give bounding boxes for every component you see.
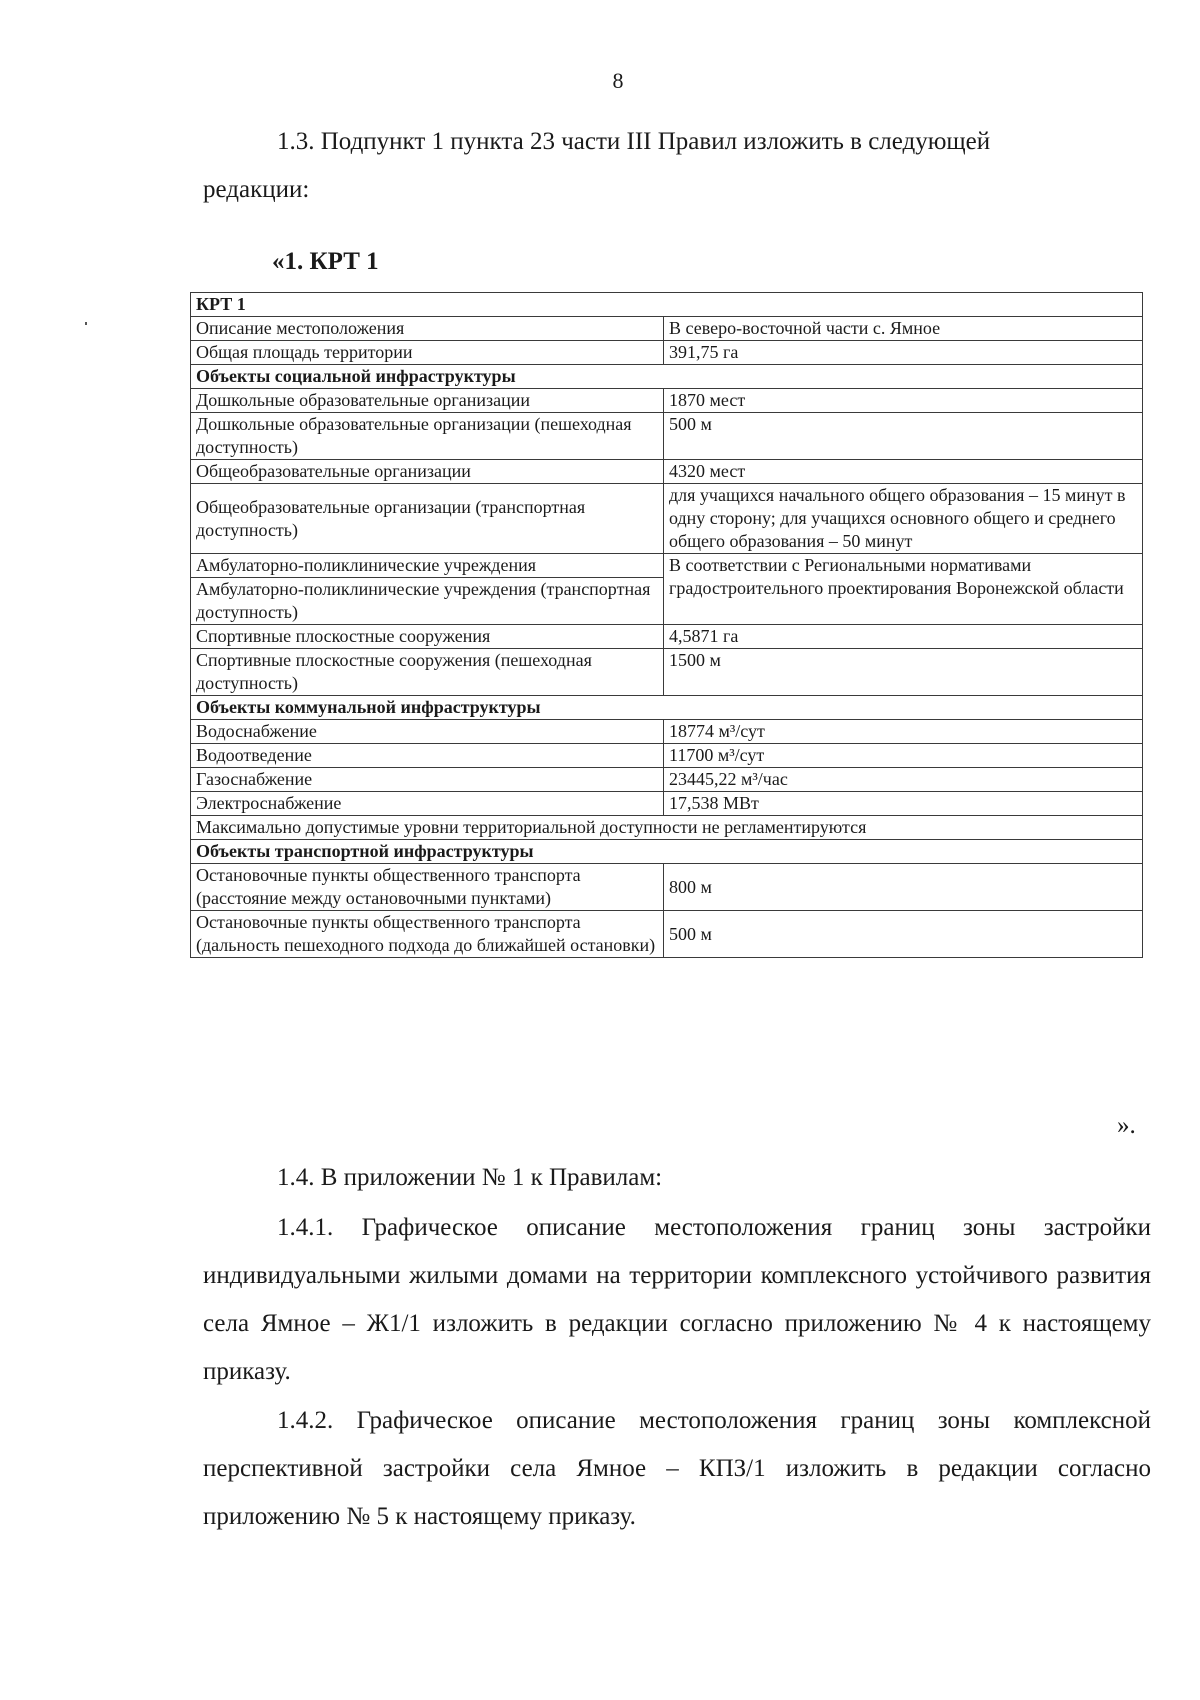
table-row [191,317,1143,341]
row-label: Спортивные плоскостные сооружения [191,625,664,649]
row-label: Общеобразовательные организации (транспортная доступность) [191,484,664,554]
table-section-header-row [191,696,1143,720]
row-label: Спортивные плоскостные сооружения (пешеходная доступность) [191,649,664,696]
row-value: 1870 мест [664,389,1143,413]
paragraph-1-4-1 [203,1204,1151,1396]
row-value-merged: В соответствии с Региональными нормативами градостроительного проектирования Воронежской области [664,554,1143,625]
scan-speck [85,322,87,325]
table-row [191,554,1143,578]
row-value: 500 м [664,413,1143,460]
row-label: Описание местоположения [191,317,664,341]
table-row [191,389,1143,413]
row-label: Общеобразовательные организации [191,460,664,484]
paragraph-1-4-2 [203,1397,1151,1541]
section-header: Объекты коммунальной инфраструктуры [191,696,1143,720]
table-row [191,768,1143,792]
krt-table [190,292,1143,958]
row-label: Амбулаторно-поликлинические учреждения (транспортная доступность) [191,578,664,625]
paragraph-1-4 [203,1154,1151,1202]
row-label: Остановочные пункты общественного транспорта (расстояние между остановочными пунктами) [191,864,664,911]
row-value: 1500 м [664,649,1143,696]
table-section-header-row [191,840,1143,864]
row-value: 500 м [664,911,1143,958]
paragraph-1-4-text: 1.4. В приложении № 1 к Правилам: [277,1164,663,1191]
paragraph-1-4-1-text: 1.4.1. Графическое описание местоположения границ зоны застройки индивидуальными жилыми домами на территории комплексного устойчивого развития села Ямное – Ж1/1 изложить в редакции согласно приложению № 4 к настоящему приказу. [203,1214,1151,1385]
row-value: 800 м [664,864,1143,911]
row-label: Амбулаторно-поликлинические учреждения [191,554,664,578]
section-header: Объекты социальной инфраструктуры [191,365,1143,389]
row-value: 391,75 га [664,341,1143,365]
table-row [191,460,1143,484]
closing-quote: ». [1117,1112,1136,1139]
table-row [191,625,1143,649]
row-value: 4320 мест [664,460,1143,484]
row-label: Дошкольные образовательные организации [191,389,664,413]
intro-line2: редакции: [203,176,310,203]
table-row [191,341,1143,365]
row-value: 4,5871 га [664,625,1143,649]
table-row [191,744,1143,768]
row-value: 23445,22 м³/час [664,768,1143,792]
section-title: «1. КРТ 1 [272,248,379,275]
table-title: КРТ 1 [191,293,1143,317]
row-label: Водоотведение [191,744,664,768]
intro-paragraph [203,118,1151,214]
table-row [191,720,1143,744]
row-label: Общая площадь территории [191,341,664,365]
row-label: Электроснабжение [191,792,664,816]
intro-line1: 1.3. Подпункт 1 пункта 23 части III Правил изложить в следующей [277,128,991,155]
row-value: В северо-восточной части с. Ямное [664,317,1143,341]
table-row [191,413,1143,460]
row-value: 11700 м³/сут [664,744,1143,768]
table-note-row [191,816,1143,840]
row-value: 17,538 МВт [664,792,1143,816]
table-row [191,484,1143,554]
table-row [191,911,1143,958]
table-title-row [191,293,1143,317]
table-row [191,864,1143,911]
row-value: для учащихся начального общего образования – 15 минут в одну сторону; для учащихся основного общего и среднего общего образования – 50 минут [664,484,1143,554]
section-header: Объекты транспортной инфраструктуры [191,840,1143,864]
row-label: Дошкольные образовательные организации (пешеходная доступность) [191,413,664,460]
table-row [191,792,1143,816]
page-number: 8 [612,68,624,93]
paragraph-1-4-2-text: 1.4.2. Графическое описание местоположения границ зоны комплексной перспективной застройки села Ямное – КПЗ/1 изложить в редакции согласно приложению № 5 к настоящему приказу. [203,1407,1151,1530]
table-row [191,649,1143,696]
row-label: Газоснабжение [191,768,664,792]
table-note: Максимально допустимые уровни территориальной доступности не регламентируются [191,816,1143,840]
row-label: Остановочные пункты общественного транспорта (дальность пешеходного подхода до ближайшей остановки) [191,911,664,958]
table-section-header-row [191,365,1143,389]
row-label: Водоснабжение [191,720,664,744]
row-value: 18774 м³/сут [664,720,1143,744]
